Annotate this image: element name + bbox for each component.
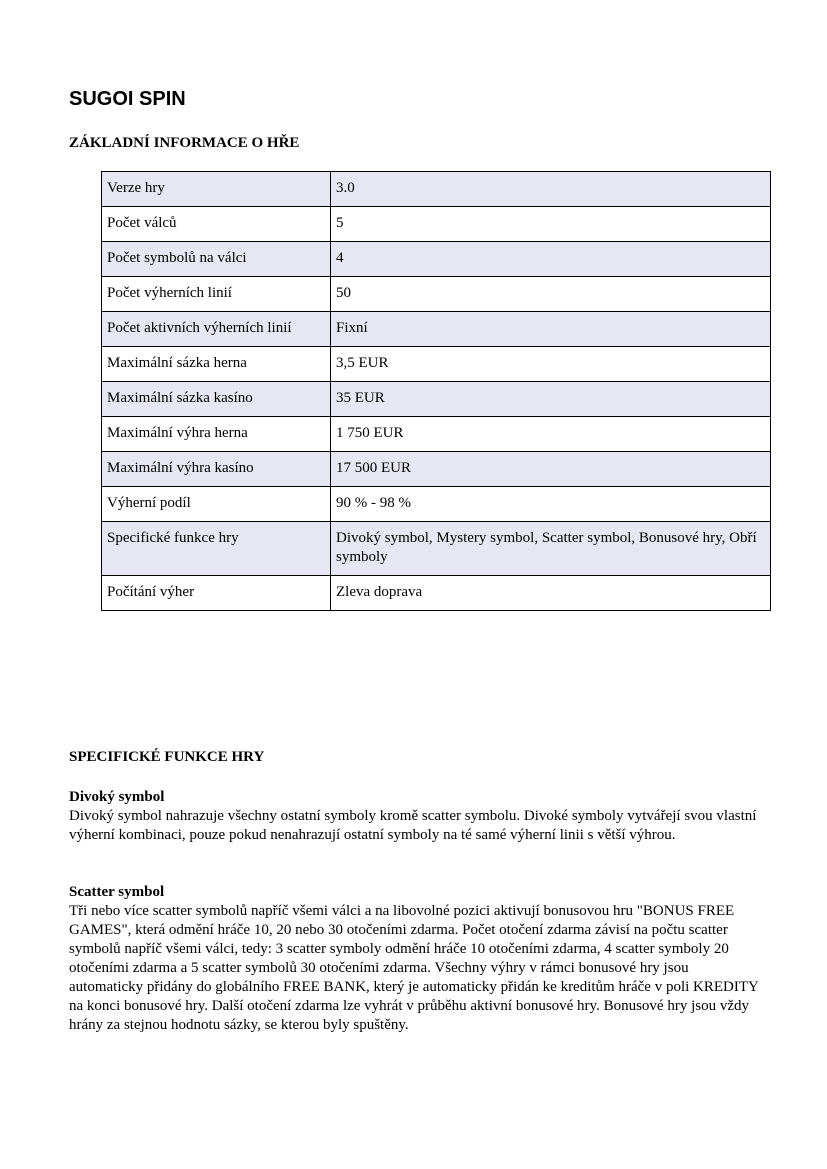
basic-info-heading: ZÁKLADNÍ INFORMACE O HŘE bbox=[69, 135, 300, 151]
row-label: Počet aktivních výherních linií bbox=[102, 312, 331, 347]
row-value: Divoký symbol, Mystery symbol, Scatter symbol, Bonusové hry, Obří symboly bbox=[331, 522, 771, 576]
row-value: 1 750 EUR bbox=[331, 417, 771, 452]
row-value: 90 % - 98 % bbox=[331, 487, 771, 522]
table-row bbox=[102, 242, 771, 277]
row-label: Specifické funkce hry bbox=[102, 522, 331, 576]
table-row bbox=[102, 417, 771, 452]
row-label: Počet symbolů na válci bbox=[102, 242, 331, 277]
row-value: 3.0 bbox=[331, 172, 771, 207]
row-value: 5 bbox=[331, 207, 771, 242]
table-row bbox=[102, 522, 771, 576]
row-value: 4 bbox=[331, 242, 771, 277]
row-value: 3,5 EUR bbox=[331, 347, 771, 382]
row-value: 50 bbox=[331, 277, 771, 312]
features-heading: SPECIFICKÉ FUNKCE HRY bbox=[69, 749, 265, 765]
row-label: Počet válců bbox=[102, 207, 331, 242]
row-value: 17 500 EUR bbox=[331, 452, 771, 487]
table-row bbox=[102, 452, 771, 487]
row-value: 35 EUR bbox=[331, 382, 771, 417]
row-label: Maximální výhra kasíno bbox=[102, 452, 331, 487]
table-row bbox=[102, 172, 771, 207]
feature-scatter-symbol bbox=[69, 883, 759, 1035]
feature-title: Scatter symbol bbox=[69, 884, 165, 900]
table-row bbox=[102, 487, 771, 522]
row-label: Maximální sázka herna bbox=[102, 347, 331, 382]
feature-text: Divoký symbol nahrazuje všechny ostatní symboly kromě scatter symbolu. Divoké symboly vytvářejí svou vlastní výherní kombinaci, pouze pokud nenahrazují ostatní symboly na té samé výherní linii s větší výhrou. bbox=[69, 808, 757, 843]
row-label: Počet výherních linií bbox=[102, 277, 331, 312]
page-title: SUGOI SPIN bbox=[69, 88, 186, 110]
row-label: Verze hry bbox=[102, 172, 331, 207]
row-label: Počítání výher bbox=[102, 576, 331, 611]
feature-wild-symbol bbox=[69, 788, 759, 845]
table-row bbox=[102, 347, 771, 382]
row-value: Fixní bbox=[331, 312, 771, 347]
row-value: Zleva doprava bbox=[331, 576, 771, 611]
row-label: Maximální výhra herna bbox=[102, 417, 331, 452]
feature-text: Tři nebo více scatter symbolů napříč všemi válci a na libovolné pozici aktivují bonusovou hru "BONUS FREE GAMES", která odmění hráče 10, 20 nebo 30 otočeními zdarma. Počet otočení zdarma závisí na počtu scatter symbolů napříč všemi válci, tedy: 3 scatter symboly odmění hráče 10 otočeními zdarma, 4 scatter symboly 20 otočeními zdarma a 5 scatter symbolů 30 otočeními zdarma. Všechny výhry v rámci bonusové hry jsou automaticky přidány do globálního FREE BANK, který je automaticky přidán ke kreditům hráče v poli KREDITY na konci bonusové hry. Další otočení zdarma lze vyhrát v průběhu aktivní bonusové hry. Bonusové hry jsou vždy hrány za stejnou hodnotu sázky, se kterou byly spuštěny. bbox=[69, 903, 759, 1033]
row-label: Výherní podíl bbox=[102, 487, 331, 522]
table-row bbox=[102, 207, 771, 242]
table-row bbox=[102, 576, 771, 611]
table-row bbox=[102, 312, 771, 347]
feature-title: Divoký symbol bbox=[69, 789, 165, 805]
table-row bbox=[102, 382, 771, 417]
table-row bbox=[102, 277, 771, 312]
game-info-table bbox=[101, 171, 771, 611]
row-label: Maximální sázka kasíno bbox=[102, 382, 331, 417]
